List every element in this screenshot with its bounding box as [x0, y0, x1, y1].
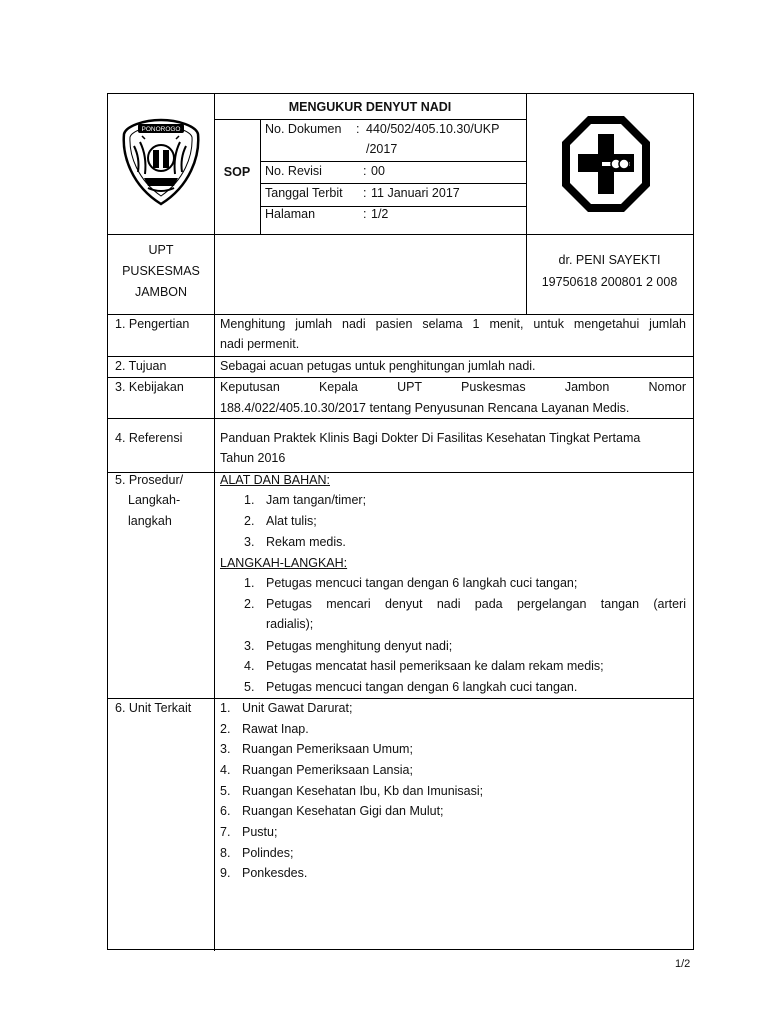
section-text: Sebagai acuan petugas untuk penghitungan jumlah nadi. [220, 359, 536, 373]
section-label: 1. Pengertian [115, 317, 190, 331]
list-number: 2. [244, 597, 255, 611]
field-separator: : [363, 164, 367, 178]
ponorogo-emblem-icon [120, 116, 202, 208]
signer-name: dr. PENI SAYEKTI [558, 253, 661, 267]
list-item: Rawat Inap. [242, 722, 309, 736]
row-divider [260, 161, 526, 162]
sop-label: SOP [223, 165, 251, 179]
document-title: MENGUKUR DENYUT NADI [288, 100, 452, 114]
list-number: 7. [220, 825, 231, 839]
field-label: No. Dokumen [265, 122, 342, 136]
title-divider [214, 119, 526, 120]
list-item: Alat tulis; [266, 514, 317, 528]
field-label: No. Revisi [265, 164, 322, 178]
list-item: Ruangan Kesehatan Ibu, Kb dan Imunisasi; [242, 784, 484, 798]
section-label: 6. Unit Terkait [115, 701, 192, 715]
list-item: Ruangan Pemeriksaan Lansia; [242, 763, 413, 777]
list-number: 5. [244, 680, 255, 694]
section-label: Langkah- [128, 493, 181, 507]
list-item: Petugas mencari denyut nadi pada pergelangan tangan (arteri [266, 597, 686, 611]
section-text: nadi permenit. [220, 337, 300, 351]
section-label: langkah [128, 514, 172, 528]
section-label: 5. Prosedur/ [115, 473, 184, 487]
list-number: 4. [220, 763, 231, 777]
sop-divider [260, 119, 261, 234]
list-item: Polindes; [242, 846, 294, 860]
row-divider [108, 356, 693, 357]
list-number: 3. [244, 639, 255, 653]
row-divider [108, 377, 693, 378]
list-item: Ruangan Pemeriksaan Umum; [242, 742, 413, 756]
section-label: 3. Kebijakan [115, 380, 184, 394]
emblem-text: PONOROGO [141, 126, 181, 133]
alat-heading: ALAT DAN BAHAN: [220, 473, 330, 487]
list-item: Petugas menghitung denyut nadi; [266, 639, 453, 653]
org-line: PUSKESMAS [122, 264, 200, 278]
list-number: 1. [220, 701, 231, 715]
list-number: 3. [220, 742, 231, 756]
page-number: 1/2 [675, 958, 691, 970]
field-value: 00 [371, 164, 385, 178]
row-divider [108, 418, 693, 419]
list-number: 4. [244, 659, 255, 673]
row-divider [108, 234, 693, 235]
section-text: Panduan Praktek Klinis Bagi Dokter Di Fasilitas Kesehatan Tingkat Pertama [220, 431, 641, 445]
list-number: 1. [244, 493, 255, 507]
field-separator: : [356, 122, 360, 136]
field-separator: : [363, 207, 367, 221]
list-item: Ponkesdes. [242, 866, 308, 880]
list-number: 5. [220, 784, 231, 798]
section-label: 2. Tujuan [115, 359, 167, 373]
list-item: Pustu; [242, 825, 278, 839]
section-text: Menghitung jumlah nadi pasien selama 1 menit, untuk mengetahui jumlah [220, 317, 686, 331]
list-number: 8. [220, 846, 231, 860]
field-label: Tanggal Terbit [265, 186, 343, 200]
list-number: 6. [220, 804, 231, 818]
list-item: Petugas mencuci tangan dengan 6 langkah cuci tangan. [266, 680, 578, 694]
list-number: 2. [220, 722, 231, 736]
langkah-heading: LANGKAH-LANGKAH: [220, 556, 348, 570]
list-item: Rekam medis. [266, 535, 346, 549]
list-item: Jam tangan/timer; [266, 493, 367, 507]
field-value: 440/502/405.10.30/UKP [366, 122, 500, 136]
list-item: Unit Gawat Darurat; [242, 701, 353, 715]
row-divider [108, 314, 693, 315]
section-text: Tahun 2016 [220, 451, 286, 465]
org-line: JAMBON [134, 285, 188, 299]
sop-document [107, 93, 694, 950]
field-value: 1/2 [371, 207, 389, 221]
row-divider [108, 472, 693, 473]
list-item: radialis); [266, 617, 314, 631]
row-divider [260, 183, 526, 184]
header-divider [526, 94, 527, 234]
signer-nip: 19750618 200801 2 008 [541, 275, 678, 289]
list-number: 3. [244, 535, 255, 549]
section-label: 4. Referensi [115, 431, 183, 445]
list-number: 2. [244, 514, 255, 528]
field-label: Halaman [265, 207, 316, 221]
field-value: /2017 [366, 142, 398, 156]
section-text: 188.4/022/405.10.30/2017 tentang Penyusunan Rencana Layanan Medis. [220, 401, 630, 415]
list-number: 9. [220, 866, 231, 880]
field-separator: : [363, 186, 367, 200]
list-item: Ruangan Kesehatan Gigi dan Mulut; [242, 804, 444, 818]
column-divider [214, 94, 215, 951]
list-item: Petugas mencuci tangan dengan 6 langkah cuci tangan; [266, 576, 578, 590]
list-number: 1. [244, 576, 255, 590]
section-text: Keputusan Kepala UPT Puskesmas Jambon Nomor [220, 380, 686, 394]
field-value: 11 Januari 2017 [371, 186, 460, 200]
puskesmas-logo-icon [558, 114, 654, 214]
list-item: Petugas mencatat hasil pemeriksaan ke dalam rekam medis; [266, 659, 604, 673]
org-line: UPT [148, 243, 174, 257]
row-divider [108, 698, 693, 699]
